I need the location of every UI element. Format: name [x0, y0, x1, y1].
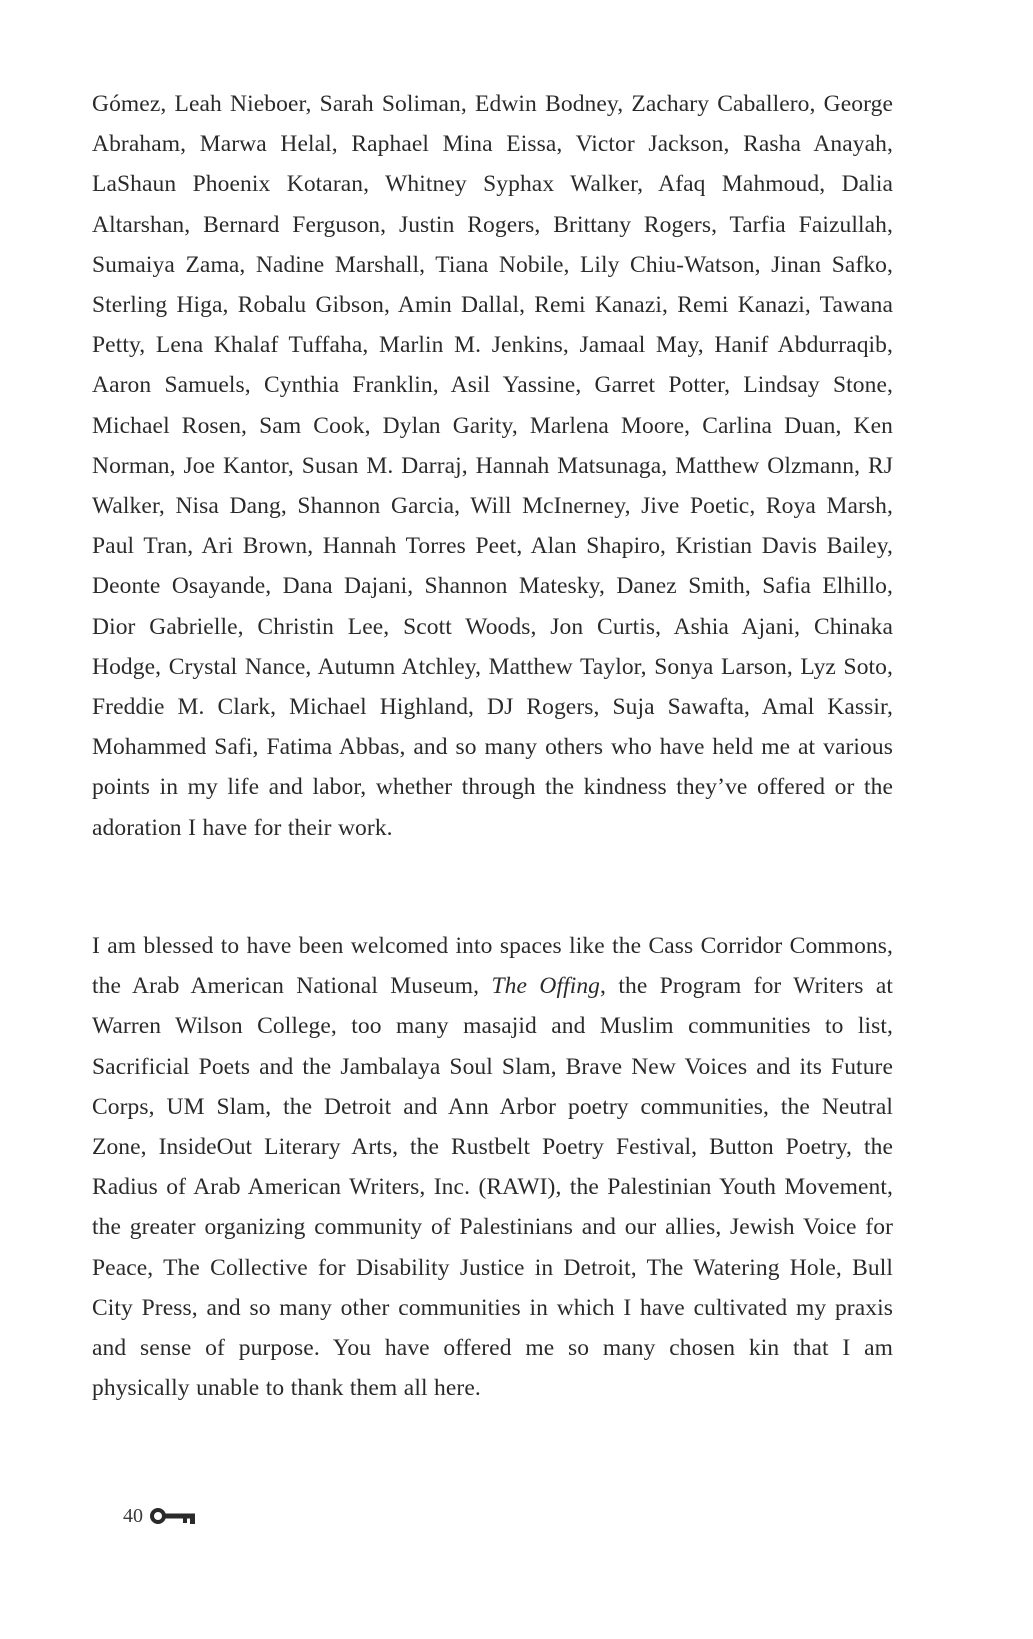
- acknowledgments-paragraph-names: [92, 84, 893, 848]
- key-icon: [149, 1505, 199, 1527]
- publication-title: The Offing: [491, 973, 601, 1000]
- paragraph-text-start: I am blessed to have been welcomed into spaces like the Cass Corridor Commons, the Arab American National Museum,: [92, 933, 893, 1000]
- page-footer: [123, 1502, 199, 1530]
- paragraph-text: Gómez, Leah Nieboer, Sarah Soliman, Edwin Bodney, Zachary Caballero, George Abraham, Marwa Helal, Raphael Mina Eissa, Victor Jackson, Rasha Anayah, LaShaun Phoenix Kotaran, Whitney Syphax Walker, Afaq Mahmoud, Dalia Altarshan, Bernard Ferguson, Justin Rogers, Brittany Rogers, Tarfia Faizullah, Sumaiya Zama, Nadine Marshall, Tiana Nobile, Lily Chiu-Watson, Jinan Safko, Sterling Higa, Robalu Gibson, Amin Dallal, Remi Kanazi, Remi Kanazi, Tawana Petty, Lena Khalaf Tuffaha, Marlin M. Jenkins, Jamaal May, Hanif Abdurraqib, Aaron Samuels, Cynthia Franklin, Asil Yassine, Garret Potter, Lindsay Stone, Michael Rosen, Sam Cook, Dylan Garity, Marlena Moore, Carlina Duan, Ken Norman, Joe Kantor, Susan M. Darraj, Hannah Matsunaga, Matthew Olzmann, RJ Walker, Nisa Dang, Shannon Garcia, Will McInerney, Jive Poetic, Roya Marsh, Paul Tran, Ari Brown, Hannah Torres Peet, Alan Shapiro, Kristian Davis Bailey, Deonte Osayande, Dana Dajani, Shannon Matesky, Danez Smith, Safia Elhillo, Dior Gabrielle, Christin Lee, Scott Woods, Jon Curtis, Ashia Ajani, Chinaka Hodge, Crystal Nance, Autumn Atchley, Matthew Taylor, Sonya Larson, Lyz Soto, Freddie M. Clark, Michael Highland, DJ Rogers, Suja Sawafta, Amal Kassir, Mohammed Safi, Fatima Abbas, and so many others who have held me at various points in my life and labor, whether through the kindness they’ve offered or the adoration I have for their work.: [92, 91, 893, 841]
- page-number: 40: [123, 1504, 143, 1527]
- paragraph-text-end: , the Program for Writers at Warren Wilson College, too many masajid and Muslim communities to list, Sacrificial Poets and the Jambalaya Soul Slam, Brave New Voices and its Future Corps, UM Slam, the Detroit and Ann Arbor poetry communities, the Neutral Zone, InsideOut Literary Arts, the Rustbelt Poetry Festival, Button Poetry, the Radius of Arab American Writers, Inc. (RAWI), the Palestinian Youth Movement, the greater organizing community of Palestinians and our allies, Jewish Voice for Peace, The Collective for Disability Justice in Detroit, The Watering Hole, Bull City Press, and so many other communities in which I have cultivated my praxis and sense of purpose. You have offered me so many chosen kin that I am physically unable to thank them all here.: [92, 973, 893, 1402]
- acknowledgments-paragraph-communities: [92, 926, 893, 1408]
